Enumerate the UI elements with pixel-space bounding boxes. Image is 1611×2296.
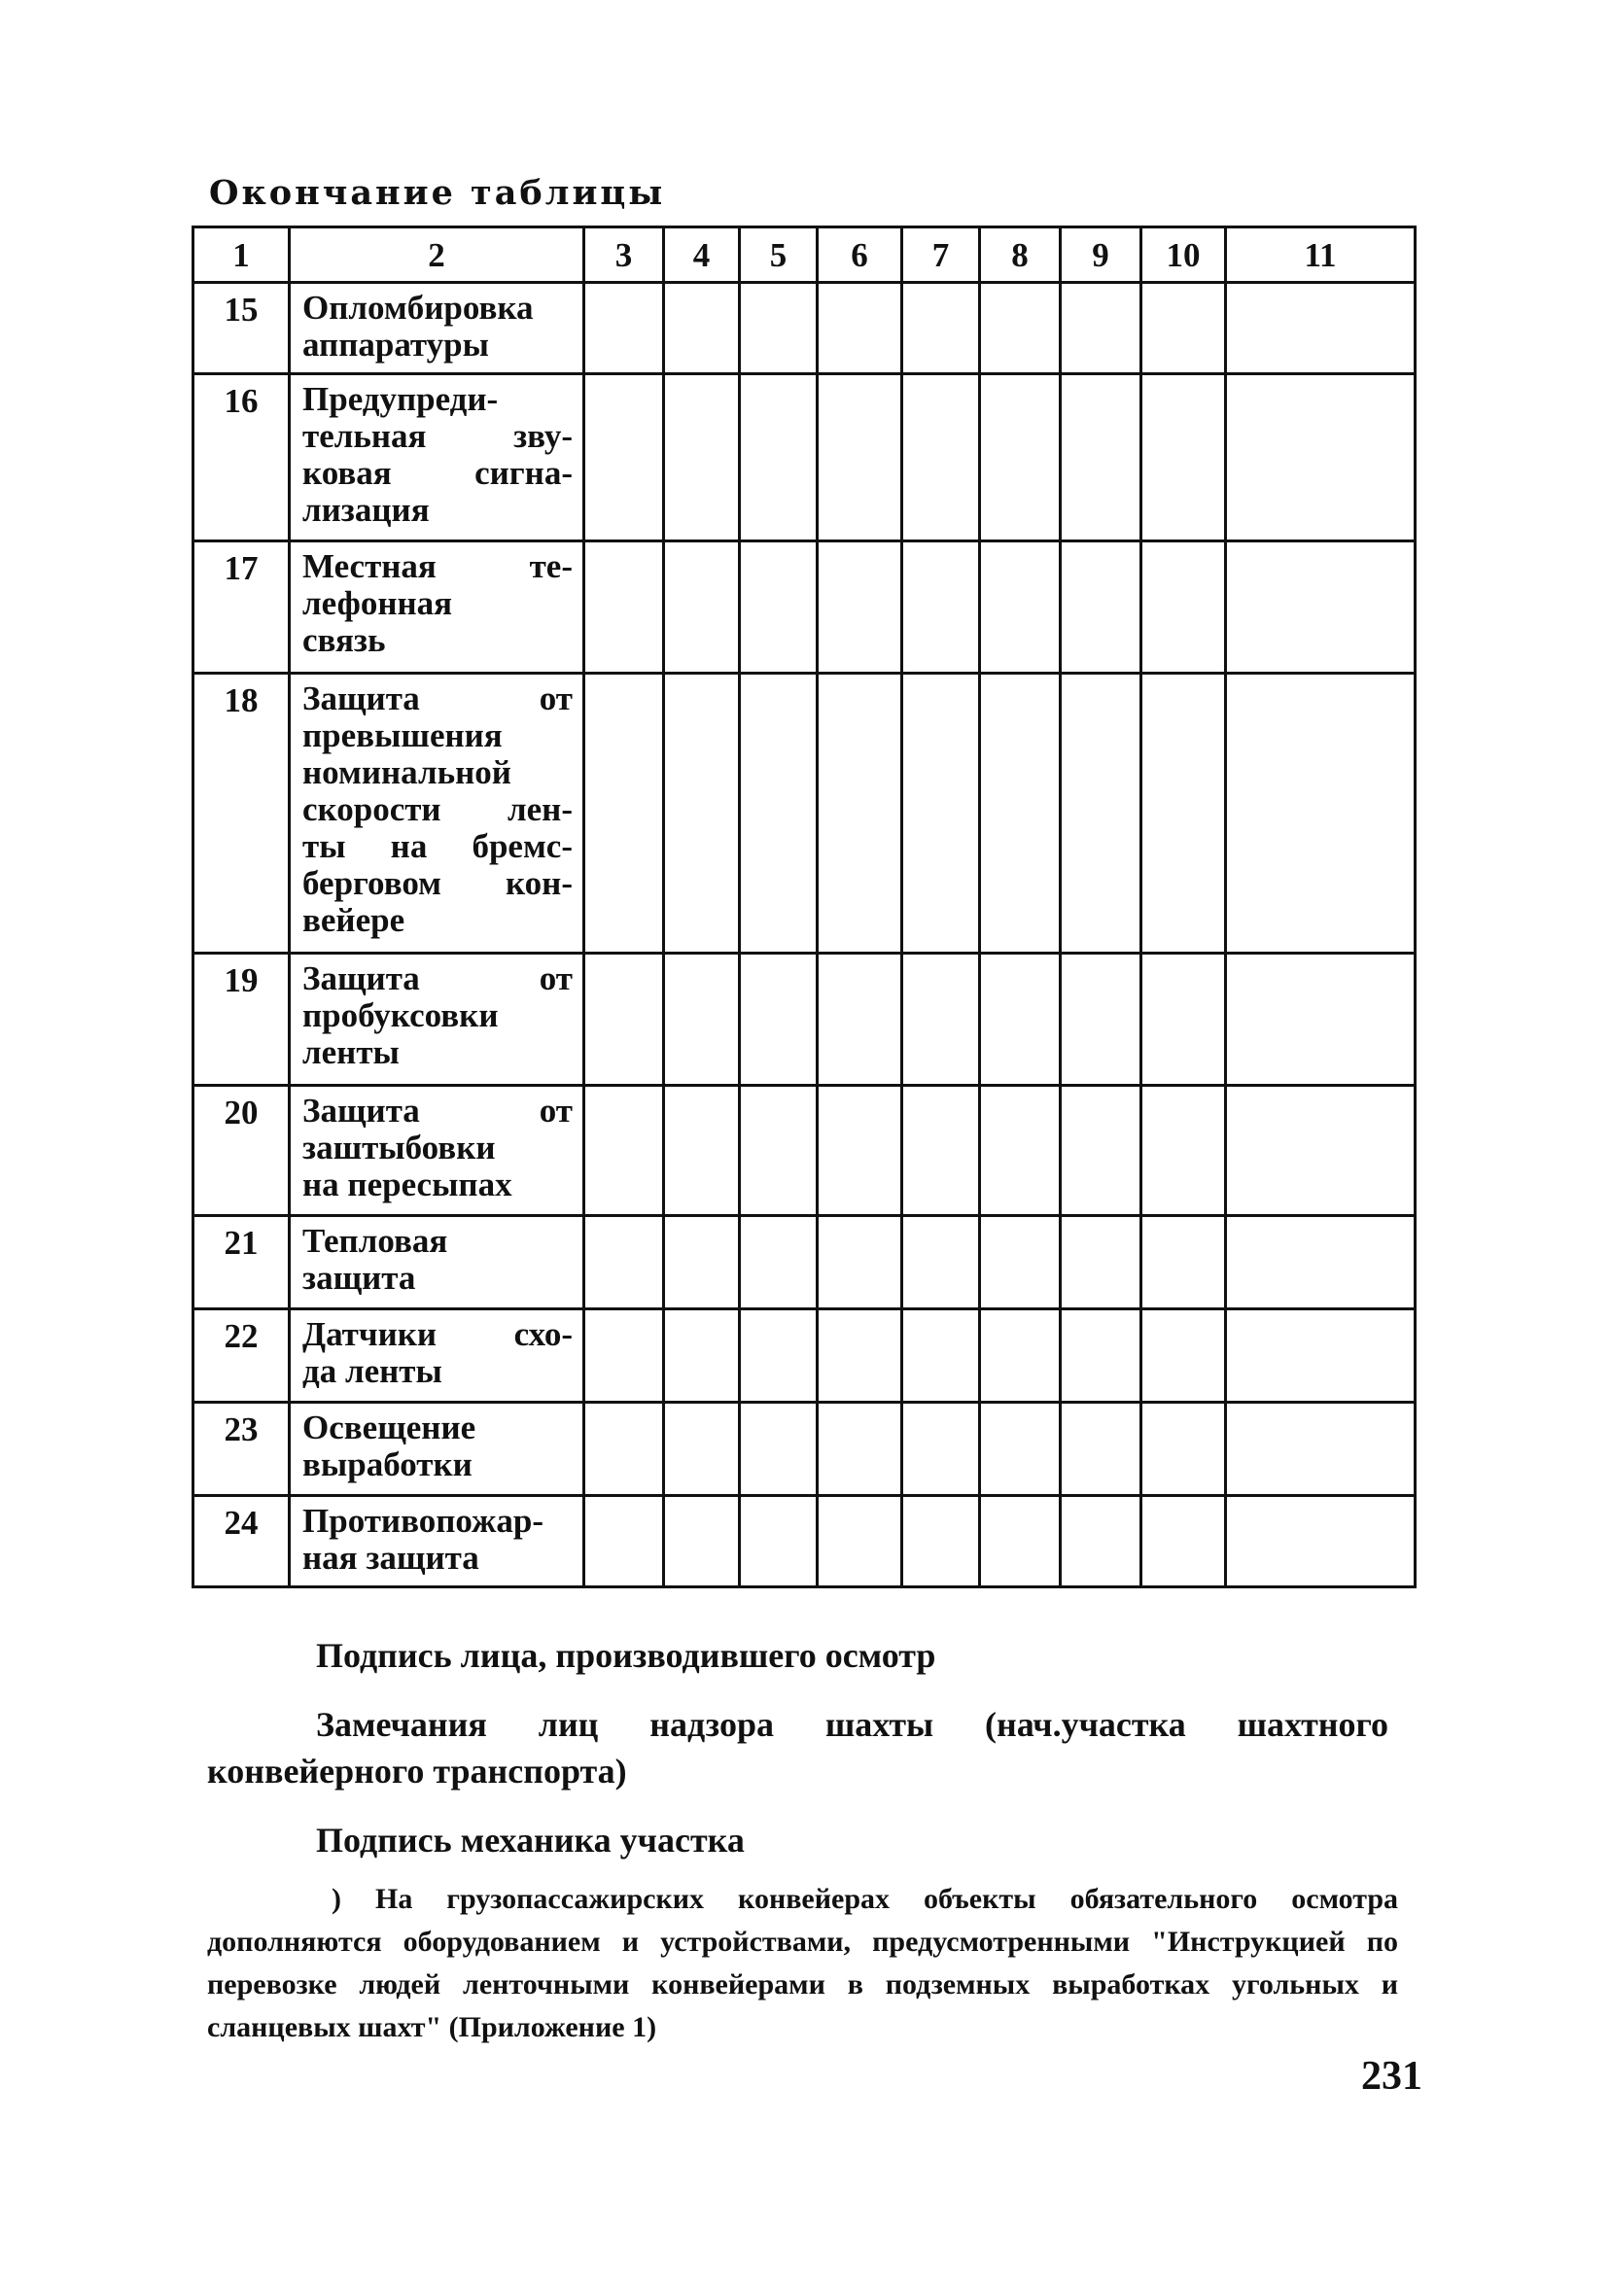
entry-cell — [1226, 1086, 1416, 1216]
object-line: Местная те- — [302, 547, 573, 585]
mechanic-signature-label: Подпись механика участка — [316, 1821, 745, 1860]
entry-cell — [818, 1086, 902, 1216]
entry-cell — [1141, 1309, 1226, 1403]
entry-cell — [980, 1309, 1061, 1403]
table-caption: Окончание таблицы — [209, 173, 666, 213]
entry-cell — [980, 283, 1061, 374]
entry-cell — [1061, 1496, 1141, 1587]
entry-cell — [1226, 541, 1416, 674]
object-line: да ленты — [302, 1352, 442, 1390]
entry-cell — [1226, 954, 1416, 1086]
entry-cell — [584, 283, 664, 374]
entry-cell — [740, 1496, 818, 1587]
page-number: 231 — [1361, 2054, 1422, 2099]
entry-cell — [1226, 1309, 1416, 1403]
entry-cell — [1061, 283, 1141, 374]
object-line: Предупреди- — [302, 380, 499, 418]
entry-cell — [664, 283, 740, 374]
object-line: выработки — [302, 1445, 473, 1483]
object-line: аппаратуры — [302, 326, 489, 364]
column-header: 1 — [193, 227, 290, 283]
entry-cell — [1061, 954, 1141, 1086]
row-number: 16 — [193, 374, 290, 541]
entry-cell — [664, 1403, 740, 1496]
footnote: ) На грузопассажирских конвейерах объекты обязательного осмотра дополняются оборудованием и устройствами, предусмотренными "Инструкцией по перевозке людей ленточными конвейерами в подземных выработках угольных и сланцевых шахт" (Приложение 1) — [207, 1883, 1398, 2043]
entry-cell — [902, 1496, 980, 1587]
table-row — [193, 1086, 1416, 1216]
object-line: Тепловая — [302, 1222, 448, 1260]
entry-cell — [740, 1086, 818, 1216]
entry-cell — [980, 374, 1061, 541]
entry-cell — [1226, 374, 1416, 541]
row-number: 17 — [193, 541, 290, 674]
column-header: 2 — [290, 227, 584, 283]
entry-cell — [584, 1216, 664, 1309]
entry-cell — [902, 1216, 980, 1309]
inspection-object — [290, 1086, 584, 1216]
entry-cell — [818, 1496, 902, 1587]
entry-cell — [1141, 1216, 1226, 1309]
entry-cell — [818, 1216, 902, 1309]
entry-cell — [818, 374, 902, 541]
inspection-object — [290, 1496, 584, 1587]
inspection-object — [290, 374, 584, 541]
entry-cell — [664, 1496, 740, 1587]
table-row — [193, 954, 1416, 1086]
object-line: скорости лен- — [302, 790, 573, 828]
entry-cell — [1141, 1403, 1226, 1496]
entry-cell — [740, 1403, 818, 1496]
row-number: 23 — [193, 1403, 290, 1496]
object-line: Защита от — [302, 679, 573, 717]
entry-cell — [740, 954, 818, 1086]
column-header: 8 — [980, 227, 1061, 283]
object-line: ленты — [302, 1033, 400, 1071]
table-row — [193, 1309, 1416, 1403]
object-line: ты на бремс- — [302, 827, 573, 865]
entry-cell — [902, 283, 980, 374]
entry-cell — [818, 674, 902, 954]
column-header: 9 — [1061, 227, 1141, 283]
entry-cell — [1061, 1216, 1141, 1309]
entry-cell — [584, 1086, 664, 1216]
entry-cell — [584, 374, 664, 541]
entry-cell — [1226, 674, 1416, 954]
inspection-object — [290, 1309, 584, 1403]
object-line: Датчики схо- — [302, 1315, 573, 1353]
column-header: 4 — [664, 227, 740, 283]
inspection-object — [290, 1216, 584, 1309]
object-line: номинальной — [302, 753, 511, 791]
table-row — [193, 1496, 1416, 1587]
entry-cell — [1141, 374, 1226, 541]
column-header: 5 — [740, 227, 818, 283]
object-line: связь — [302, 621, 386, 659]
object-line: Защита от — [302, 959, 573, 997]
entry-cell — [980, 541, 1061, 674]
object-line: Освещение — [302, 1409, 476, 1446]
object-line: заштыбовки — [302, 1129, 496, 1166]
inspection-table — [192, 226, 1417, 1588]
object-line: Защита от — [302, 1092, 573, 1130]
entry-cell — [1061, 1309, 1141, 1403]
entry-cell — [818, 1403, 902, 1496]
entry-cell — [664, 954, 740, 1086]
entry-cell — [980, 1496, 1061, 1587]
inspection-object — [290, 541, 584, 674]
entry-cell — [740, 283, 818, 374]
entry-cell — [1141, 1496, 1226, 1587]
table-row — [193, 541, 1416, 674]
inspection-object — [290, 674, 584, 954]
entry-cell — [902, 374, 980, 541]
entry-cell — [902, 1086, 980, 1216]
entry-cell — [818, 1309, 902, 1403]
entry-cell — [980, 1403, 1061, 1496]
entry-cell — [740, 1309, 818, 1403]
entry-cell — [1141, 954, 1226, 1086]
row-number: 18 — [193, 674, 290, 954]
column-header: 10 — [1141, 227, 1226, 283]
entry-cell — [584, 1496, 664, 1587]
object-line: превышения — [302, 716, 503, 754]
entry-cell — [584, 954, 664, 1086]
entry-cell — [664, 1086, 740, 1216]
inspection-object — [290, 1403, 584, 1496]
entry-cell — [664, 374, 740, 541]
entry-cell — [1226, 1403, 1416, 1496]
object-line: защита — [302, 1259, 416, 1297]
inspection-object — [290, 283, 584, 374]
row-number: 20 — [193, 1086, 290, 1216]
table-row — [193, 283, 1416, 374]
table-row — [193, 374, 1416, 541]
entry-cell — [664, 1216, 740, 1309]
column-header: 3 — [584, 227, 664, 283]
column-header: 11 — [1226, 227, 1416, 283]
entry-cell — [902, 954, 980, 1086]
entry-cell — [584, 674, 664, 954]
object-line: на пересыпах — [302, 1165, 512, 1203]
entry-cell — [740, 674, 818, 954]
entry-cell — [584, 1309, 664, 1403]
supervision-remarks-label: Замечания лиц надзора шахты (нач.участка шахтного конвейерного транспорта) — [207, 1705, 1388, 1791]
object-line: берговом кон- — [302, 864, 573, 902]
entry-cell — [1141, 283, 1226, 374]
entry-cell — [902, 1403, 980, 1496]
entry-cell — [980, 954, 1061, 1086]
entry-cell — [584, 1403, 664, 1496]
row-number: 22 — [193, 1309, 290, 1403]
table-row — [193, 1216, 1416, 1309]
entry-cell — [980, 1086, 1061, 1216]
row-number: 21 — [193, 1216, 290, 1309]
row-number: 19 — [193, 954, 290, 1086]
entry-cell — [902, 541, 980, 674]
object-line: ковая сигна- — [302, 454, 573, 492]
object-line: пробуксовки — [302, 996, 499, 1034]
object-line: ная защита — [302, 1539, 479, 1577]
column-header: 7 — [902, 227, 980, 283]
inspection-object — [290, 954, 584, 1086]
row-number: 15 — [193, 283, 290, 374]
table-row — [193, 674, 1416, 954]
entry-cell — [902, 674, 980, 954]
object-line: тельная зву- — [302, 417, 573, 455]
entry-cell — [1061, 674, 1141, 954]
entry-cell — [1141, 1086, 1226, 1216]
entry-cell — [980, 1216, 1061, 1309]
entry-cell — [664, 1309, 740, 1403]
object-line: Опломбировка — [302, 289, 534, 327]
entry-cell — [1061, 541, 1141, 674]
entry-cell — [1141, 674, 1226, 954]
entry-cell — [818, 283, 902, 374]
object-line: лефонная — [302, 584, 453, 622]
object-line: Противопожар- — [302, 1502, 544, 1540]
entry-cell — [664, 541, 740, 674]
entry-cell — [740, 1216, 818, 1309]
entry-cell — [818, 541, 902, 674]
entry-cell — [1226, 283, 1416, 374]
entry-cell — [740, 541, 818, 674]
entry-cell — [584, 541, 664, 674]
entry-cell — [980, 674, 1061, 954]
entry-cell — [1141, 541, 1226, 674]
object-line: лизация — [302, 491, 430, 529]
column-header: 6 — [818, 227, 902, 283]
row-number: 24 — [193, 1496, 290, 1587]
entry-cell — [664, 674, 740, 954]
entry-cell — [1226, 1496, 1416, 1587]
entry-cell — [740, 374, 818, 541]
entry-cell — [1061, 1086, 1141, 1216]
entry-cell — [902, 1309, 980, 1403]
entry-cell — [818, 954, 902, 1086]
inspector-signature-label: Подпись лица, производившего осмотр — [316, 1636, 936, 1675]
table-row — [193, 1403, 1416, 1496]
entry-cell — [1061, 374, 1141, 541]
object-line: вейере — [302, 901, 405, 939]
table-header-row — [193, 227, 1416, 283]
entry-cell — [1061, 1403, 1141, 1496]
entry-cell — [1226, 1216, 1416, 1309]
